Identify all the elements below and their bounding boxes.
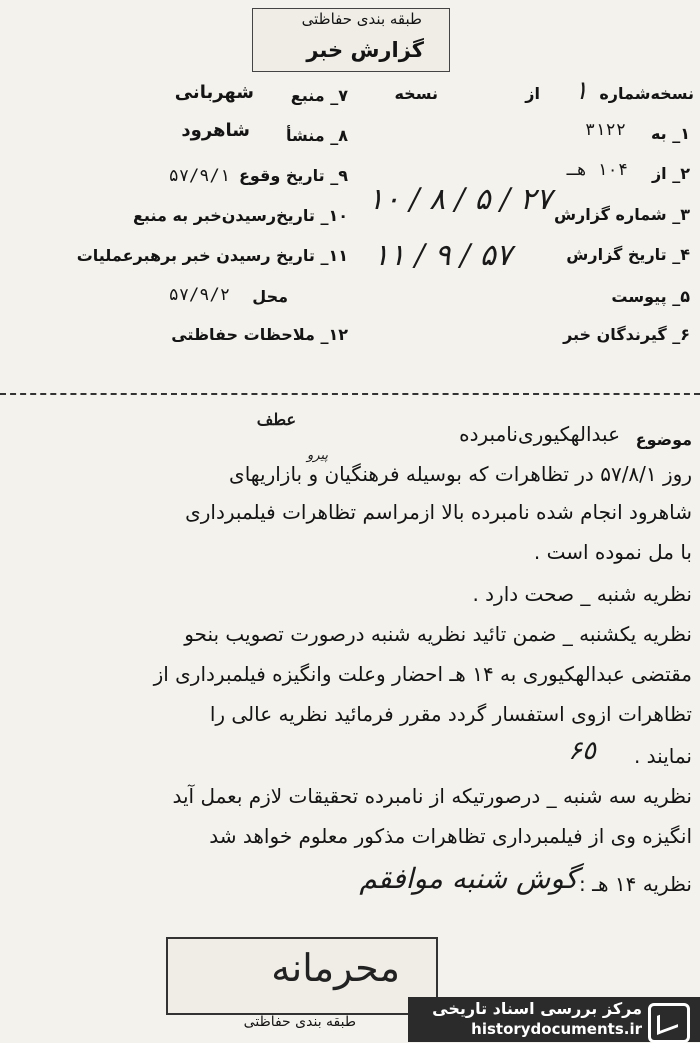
f12-label: ۱۲_ ملاحظات حفاظتی	[171, 325, 348, 344]
of-label: از	[525, 84, 540, 103]
f1-label: ۱_ به	[650, 124, 690, 143]
document-title: گزارش خبر	[306, 38, 424, 62]
f11-value: ۵۷/۹/۲	[168, 285, 230, 305]
f4-value: ۵۷ / ۹ / ۱۱	[373, 238, 512, 273]
note-atf: عطف	[256, 410, 296, 429]
f11-label: ۱۱_ تاریخ رسیدن خبر برهبرعملیات	[76, 246, 348, 265]
f8-label: ۸_ منشأ	[285, 126, 348, 145]
subject-label: موضوع	[635, 430, 692, 449]
report-line-6: مقتضی عبدالهکیوری به ۱۴ هـ احضار وعلت وانگیزه فیلمبرداری از	[153, 662, 692, 686]
location-label: محل	[252, 287, 288, 306]
f10-label: ۱۰_ تاریخ‌رسیدن‌خبر به منبع	[132, 206, 348, 225]
report-line-2: شاهرود انجام شده نامبرده بالا ازمراسم تظاهرات فیلمبرداری	[185, 500, 692, 524]
f4-label: ۴_ تاریخ گزارش	[566, 245, 690, 264]
margin-handwriting: ۶٥	[568, 736, 596, 766]
f2-value: ۱۰۴ هـ	[566, 160, 628, 180]
watermark-bar	[408, 997, 700, 1042]
f9-value: ۵۷/۹/۱	[168, 166, 230, 186]
report-line-5: نظریه یکشنبه _ ضمن تائید نظریه شنبه درصورت تصویب بنحو	[184, 622, 692, 646]
watermark-url: historydocuments.ir	[471, 1020, 642, 1038]
report-line-11: نظریه ۱۴ هـ :	[579, 872, 692, 896]
f8-value: شاهرود	[181, 120, 250, 141]
note-pero: پیرو	[307, 448, 328, 463]
report-line-9: نظریه سه شنبه _ درصورتیکه از نامبرده تحقیقات لازم بعمل آید	[172, 784, 692, 808]
watermark-title: مرکز بررسی اسناد تاریخی	[432, 999, 642, 1018]
f3-label: ۳_ شماره گزارش	[553, 205, 690, 224]
report-line-10: انگیزه وی از فیلمبرداری تظاهرات مذکور معلوم خواهد شد	[209, 824, 692, 848]
f7-value: شهربانی	[174, 82, 254, 103]
copy-number-value: ۱	[574, 76, 588, 106]
f3-value: ۲۷ / ۵ / ۸ / ۱۰	[367, 182, 552, 217]
copy-number-label: نسخه‌شماره	[599, 84, 694, 103]
f7-label: ۷_ منبع	[290, 86, 348, 105]
form-separator	[0, 393, 700, 395]
subject-value: عبدالهکیوری‌نامبرده	[459, 422, 620, 446]
f5-label: ۵_ پیوست	[611, 287, 690, 306]
f9-label: ۹_ تاریخ وقوع	[238, 166, 348, 185]
f6-label: ۶_ گیرندگان خبر	[563, 325, 690, 344]
report-line-7: تظاهرات ازوی استفسار گردد مقرر فرمائید نظریه عالی را	[209, 702, 692, 726]
archive-logo-icon	[648, 1003, 690, 1043]
handwritten-note: گوش شنبه موافقم	[359, 862, 578, 895]
report-line-4: نظریه شنبه _ صحت دارد .	[472, 582, 692, 606]
report-line-1: روز ۵۷/۸/۱ در تظاهرات که بوسیله فرهنگیان و بازاریهای	[229, 462, 692, 486]
stamp-text: محرمانه	[271, 946, 400, 990]
report-line-3: با مل نموده است .	[533, 540, 692, 564]
classification-bottom: طبقه بندی حفاظتی	[243, 1014, 356, 1030]
copies-label: نسخه	[394, 84, 438, 103]
f2-label: ۲_ از	[651, 164, 690, 183]
f1-value: ۳۱۲۲	[585, 120, 626, 140]
report-line-8: نمایند .	[633, 744, 692, 768]
classification-top: طبقه بندی حفاظتی	[301, 10, 422, 28]
